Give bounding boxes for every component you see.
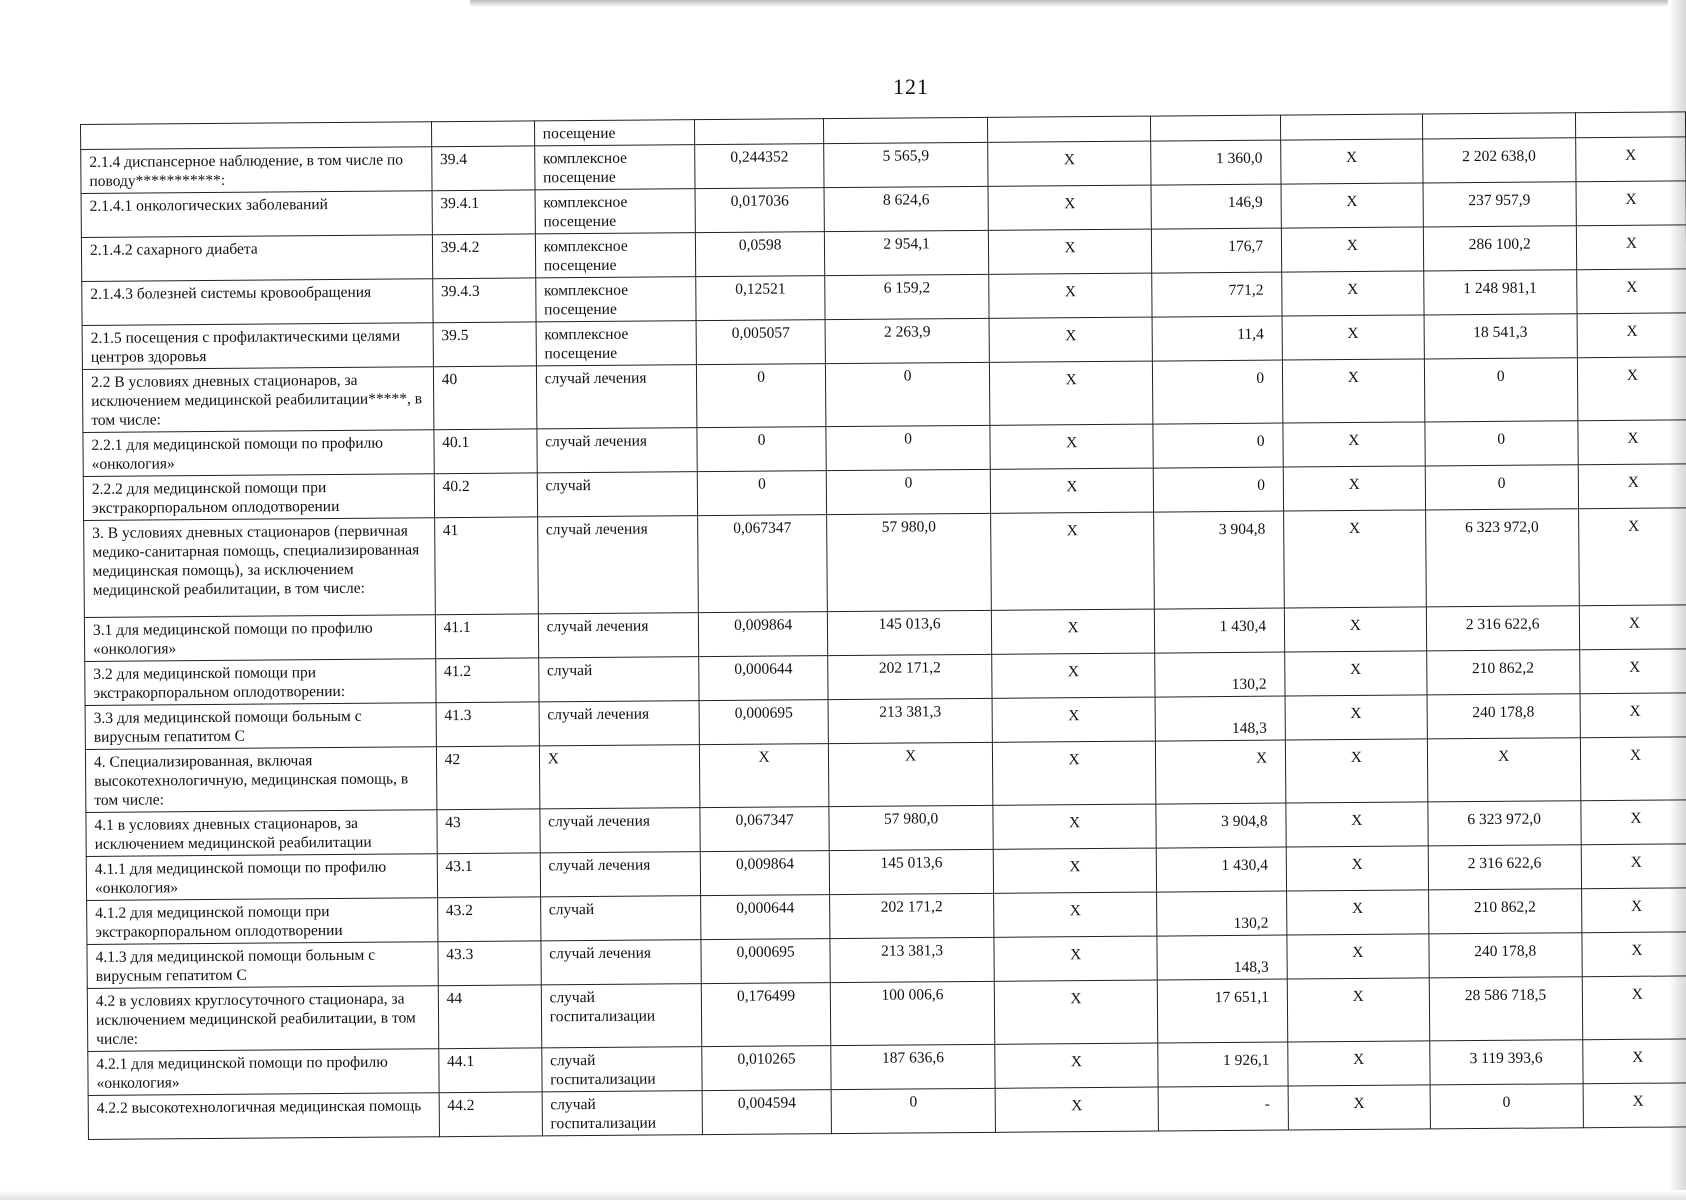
row-x-mark: X	[1578, 420, 1686, 465]
row-per-capita: 146,9	[1151, 184, 1282, 229]
row-unit: X	[539, 745, 700, 809]
row-total: 0	[1424, 421, 1578, 466]
row-x-mark: X	[1284, 510, 1426, 608]
row-norm: 0,017036	[695, 188, 824, 233]
row-code: 42	[436, 746, 539, 810]
row-total: 1 248 981,1	[1423, 270, 1577, 315]
row-unit: комплексное посещение	[534, 145, 695, 190]
row-x-mark: X	[992, 697, 1155, 742]
row-total: 240 178,8	[1428, 933, 1582, 978]
row-unit: случай лечения	[538, 613, 699, 658]
financing-table	[80, 111, 1686, 1140]
row-name: 4.2 в условиях круглосуточного стационара, за исключением медицинской реабилитации, в том числе:	[87, 986, 438, 1052]
row-unit: случай	[537, 472, 698, 517]
row-code: 40	[433, 366, 536, 430]
row-name: 4.1 в условиях дневных стационаров, за исключением медицинской реабилитации	[86, 810, 437, 857]
row-x-mark: X	[1577, 269, 1686, 314]
row-per-capita: 130,2	[1156, 891, 1287, 936]
row-code: 41.3	[436, 702, 539, 747]
row-x-mark: X	[1577, 357, 1686, 421]
row-norm: 0,004594	[703, 1090, 832, 1135]
row-x-mark: X	[1283, 359, 1425, 423]
row-total: 6 323 972,0	[1425, 509, 1579, 607]
row-name: 2.1.4 диспансерное наблюдение, в том числе по поводу***********:	[81, 147, 432, 194]
row-per-capita: 176,7	[1151, 228, 1282, 273]
row-cost: 5 565,9	[824, 142, 989, 187]
row-name: 4.2.2 высокотехнологичная медицинская помощь	[88, 1093, 439, 1140]
row-x-mark: X	[1283, 466, 1425, 511]
row-x-mark: X	[1583, 1039, 1686, 1084]
row-name: 3.1 для медицинской помощи по профилю «онкология»	[84, 615, 435, 662]
row-total	[1422, 113, 1576, 139]
row-name: 2.2.1 для медицинской помощи по профилю «онкология»	[83, 430, 434, 477]
table-row	[84, 508, 1686, 618]
row-x-mark: X	[1281, 183, 1423, 228]
row-per-capita: 1 430,4	[1154, 608, 1285, 653]
row-norm: 0,000644	[701, 895, 830, 940]
row-x-mark: X	[1581, 888, 1686, 933]
row-name: 4.1.1 для медицинской помощи по профилю «онкология»	[86, 854, 437, 901]
row-x-mark: X	[1581, 844, 1686, 889]
row-name: 4. Специализированная, включая высокотехнологичную, медицинская помощь, в том числе:	[85, 747, 436, 813]
row-norm: 0,0598	[696, 232, 825, 277]
row-unit: случай лечения	[540, 808, 701, 853]
row-norm: 0,000644	[699, 656, 828, 701]
row-per-capita: 0	[1153, 423, 1284, 468]
row-total: 0	[1424, 358, 1578, 422]
row-x-mark	[1575, 112, 1685, 138]
row-per-capita: 1 926,1	[1158, 1042, 1289, 1087]
row-total: 6 323 972,0	[1427, 801, 1581, 846]
row-norm: 0,000695	[701, 939, 830, 984]
row-x-mark: X	[988, 185, 1151, 230]
row-per-capita: -	[1158, 1086, 1289, 1131]
row-code: 39.4.2	[432, 234, 535, 279]
row-total: 28 586 718,5	[1429, 977, 1583, 1041]
row-x-mark: X	[1582, 932, 1686, 977]
row-total: 3 119 393,6	[1429, 1040, 1583, 1085]
row-code: 43.3	[438, 941, 541, 986]
row-norm: 0,009864	[699, 612, 828, 657]
row-per-capita: 17 651,1	[1157, 979, 1288, 1043]
scan-edge-top	[470, 0, 1686, 6]
row-x-mark: X	[995, 1087, 1158, 1132]
row-per-capita: 3 904,8	[1153, 511, 1284, 609]
row-cost: 2 263,9	[825, 318, 990, 363]
row-x-mark: X	[993, 804, 1156, 849]
row-per-capita: 0	[1153, 467, 1284, 512]
row-x-mark: X	[1287, 978, 1429, 1042]
row-name: 4.1.2 для медицинской помощи при экстракорпоральном оплодотворении	[87, 898, 438, 945]
row-cost	[823, 117, 988, 143]
row-total: X	[1427, 738, 1581, 802]
row-per-capita	[1150, 115, 1280, 141]
row-unit: комплексное посещение	[536, 321, 697, 366]
row-x-mark: X	[1577, 313, 1686, 358]
row-name: 4.1.3 для медицинской помощи больным с вирусным гепатитом С	[87, 942, 438, 989]
row-x-mark: X	[1583, 1083, 1686, 1128]
row-x-mark: X	[1288, 1041, 1430, 1086]
row-per-capita: 148,3	[1157, 935, 1288, 980]
row-x-mark: X	[1582, 976, 1686, 1040]
scan-edge-bottom	[0, 1190, 1686, 1200]
row-code: 44.1	[438, 1048, 541, 1093]
row-per-capita: 3 904,8	[1156, 803, 1287, 848]
row-total: 286 100,2	[1423, 226, 1577, 271]
row-unit: случай госпитализации	[541, 1047, 702, 1092]
row-x-mark: X	[994, 936, 1157, 981]
row-x-mark: X	[1281, 227, 1423, 272]
row-norm: 0,005057	[696, 320, 825, 365]
row-x-mark: X	[1576, 225, 1686, 270]
row-code: 39.4.1	[432, 190, 535, 235]
row-norm: 0,000695	[699, 700, 828, 745]
row-code: 39.5	[433, 322, 536, 367]
row-per-capita: X	[1155, 740, 1286, 804]
row-name: 2.1.5 посещения с профилактическими целями центров здоровья	[82, 323, 433, 370]
row-unit: случай лечения	[537, 428, 698, 473]
row-unit: случай лечения	[539, 701, 700, 746]
row-name: 4.2.1 для медицинской помощи по профилю «онкология»	[88, 1049, 439, 1096]
row-name: 2.1.4.3 болезней системы кровообращения	[82, 279, 433, 326]
row-name: 2.2 В условиях дневных стационаров, за исключением медицинской реабилитации*****, в том числе:	[82, 367, 433, 433]
row-x-mark: X	[1576, 181, 1686, 226]
row-code: 44.2	[439, 1092, 542, 1137]
row-unit: комплексное посещение	[535, 233, 696, 278]
row-cost: 202 171,2	[829, 893, 994, 938]
row-x-mark: X	[990, 424, 1153, 469]
row-per-capita: 1 430,4	[1156, 847, 1287, 892]
row-x-mark: X	[1282, 315, 1424, 360]
row-cost: 6 159,2	[825, 274, 990, 319]
row-code: 39.4.3	[432, 278, 535, 323]
row-x-mark: X	[994, 892, 1157, 937]
row-unit: посещение	[534, 120, 695, 146]
row-unit: случай	[540, 896, 701, 941]
row-x-mark: X	[1286, 846, 1428, 891]
row-unit: случай госпитализации	[541, 984, 702, 1048]
row-unit: комплексное посещение	[535, 277, 696, 322]
row-total: 240 178,8	[1427, 694, 1581, 739]
row-x-mark: X	[1288, 1085, 1430, 1130]
row-unit: случай лечения	[536, 365, 697, 429]
row-code: 41.1	[435, 614, 538, 659]
row-norm: 0	[697, 427, 826, 472]
row-cost: 145 013,6	[827, 610, 992, 655]
row-x-mark: X	[1283, 422, 1425, 467]
row-norm: 0,009864	[701, 851, 830, 896]
row-norm: X	[700, 744, 829, 808]
row-unit: случай лечения	[540, 852, 701, 897]
row-x-mark: X	[1286, 802, 1428, 847]
row-norm: 0,067347	[700, 807, 829, 852]
row-norm: 0,244352	[695, 144, 824, 189]
row-per-capita: 130,2	[1155, 652, 1286, 697]
row-x-mark: X	[992, 609, 1155, 654]
row-code: 40.2	[434, 473, 537, 518]
row-cost: 8 624,6	[824, 186, 989, 231]
row-x-mark	[1281, 114, 1423, 140]
row-x-mark: X	[993, 741, 1156, 805]
row-cost: 213 381,3	[830, 937, 995, 982]
row-per-capita: 0	[1152, 360, 1283, 424]
row-unit: комплексное посещение	[535, 189, 696, 234]
row-x-mark: X	[1581, 800, 1686, 845]
row-cost: 202 171,2	[828, 654, 993, 699]
row-name: 3.2 для медицинской помощи при экстракорпоральном оплодотворении:	[85, 659, 436, 706]
row-x-mark: X	[990, 361, 1153, 425]
row-unit: случай	[538, 657, 699, 702]
row-x-mark: X	[1285, 695, 1427, 740]
row-x-mark: X	[1284, 607, 1426, 652]
row-code	[431, 121, 534, 147]
row-name: 2.1.4.1 онкологических заболеваний	[81, 191, 432, 238]
row-name: 3. В условиях дневных стационаров (первичная медико-санитарная помощь, специализированная медицинская помощь), за исключением медицинской реабилитации, в том числе:	[84, 518, 435, 618]
row-unit: случай лечения	[541, 940, 702, 985]
row-x-mark: X	[1282, 271, 1424, 316]
row-x-mark: X	[989, 317, 1152, 362]
row-cost: 0	[831, 1088, 996, 1133]
table-body	[81, 112, 1686, 1140]
row-total: 18 541,3	[1424, 314, 1578, 359]
row-norm	[695, 119, 824, 145]
row-per-capita: 1 360,0	[1151, 140, 1282, 185]
row-cost: 2 954,1	[824, 230, 989, 275]
row-total: 2 316 622,6	[1426, 606, 1580, 651]
row-x-mark: X	[991, 512, 1154, 610]
row-x-mark: X	[995, 980, 1158, 1044]
row-x-mark: X	[1580, 737, 1686, 801]
row-total: 0	[1430, 1084, 1584, 1129]
row-x-mark: X	[991, 468, 1154, 513]
row-name: 2.2.2 для медицинской помощи при экстракорпоральном оплодотворении	[83, 474, 434, 521]
row-total: 237 957,9	[1423, 182, 1577, 227]
row-x-mark: X	[994, 848, 1157, 893]
page-number: 121	[893, 74, 929, 99]
row-x-mark: X	[989, 229, 1152, 274]
row-cost: 187 636,6	[831, 1044, 996, 1089]
row-cost: 57 980,0	[826, 513, 991, 611]
row-cost: 213 381,3	[828, 698, 993, 743]
row-norm: 0	[698, 471, 827, 516]
row-x-mark: X	[1576, 137, 1686, 182]
row-unit: случай лечения	[537, 516, 699, 614]
row-code: 44	[438, 985, 541, 1049]
row-total: 210 862,2	[1428, 889, 1582, 934]
row-cost: X	[828, 742, 993, 806]
row-x-mark	[988, 116, 1151, 142]
row-x-mark: X	[992, 653, 1155, 698]
row-norm: 0,12521	[696, 276, 825, 321]
row-name: 3.3 для медицинской помощи больным с вирусным гепатитом С	[85, 703, 436, 750]
row-norm: 0,010265	[702, 1046, 831, 1091]
row-cost: 0	[826, 469, 991, 514]
row-norm: 0,067347	[698, 515, 827, 613]
row-x-mark: X	[1579, 605, 1686, 650]
row-per-capita: 771,2	[1152, 272, 1283, 317]
row-per-capita: 148,3	[1155, 696, 1286, 741]
row-x-mark: X	[1285, 651, 1427, 696]
row-code: 41	[434, 517, 538, 615]
row-total: 2 202 638,0	[1422, 138, 1576, 183]
row-per-capita: 11,4	[1152, 316, 1283, 361]
row-x-mark: X	[995, 1043, 1158, 1088]
row-x-mark: X	[1580, 649, 1686, 694]
row-cost: 145 013,6	[829, 849, 994, 894]
row-x-mark: X	[1578, 508, 1686, 606]
row-code: 40.1	[434, 429, 537, 474]
row-norm: 0	[697, 364, 826, 428]
row-code: 43.1	[437, 853, 540, 898]
row-code: 43.2	[437, 897, 540, 942]
row-x-mark: X	[989, 273, 1152, 318]
row-x-mark: X	[1285, 739, 1427, 803]
row-code: 39.4	[431, 146, 534, 191]
row-code: 41.2	[435, 658, 538, 703]
row-total: 2 316 622,6	[1428, 845, 1582, 890]
row-name: 2.1.4.2 сахарного диабета	[81, 235, 432, 282]
row-norm: 0,176499	[702, 983, 831, 1047]
row-x-mark: X	[988, 141, 1151, 186]
row-total: 210 862,2	[1426, 650, 1580, 695]
row-cost: 0	[825, 362, 990, 426]
row-cost: 57 980,0	[829, 805, 994, 850]
row-x-mark: X	[1580, 693, 1686, 738]
row-x-mark: X	[1281, 139, 1423, 184]
row-x-mark: X	[1287, 934, 1429, 979]
row-name	[81, 122, 432, 150]
row-cost: 100 006,6	[830, 981, 995, 1045]
row-total: 0	[1425, 465, 1579, 510]
row-x-mark: X	[1578, 464, 1686, 509]
row-cost: 0	[826, 425, 991, 470]
row-x-mark: X	[1287, 890, 1429, 935]
row-code: 43	[437, 809, 540, 854]
row-unit: случай госпитализации	[542, 1091, 703, 1136]
